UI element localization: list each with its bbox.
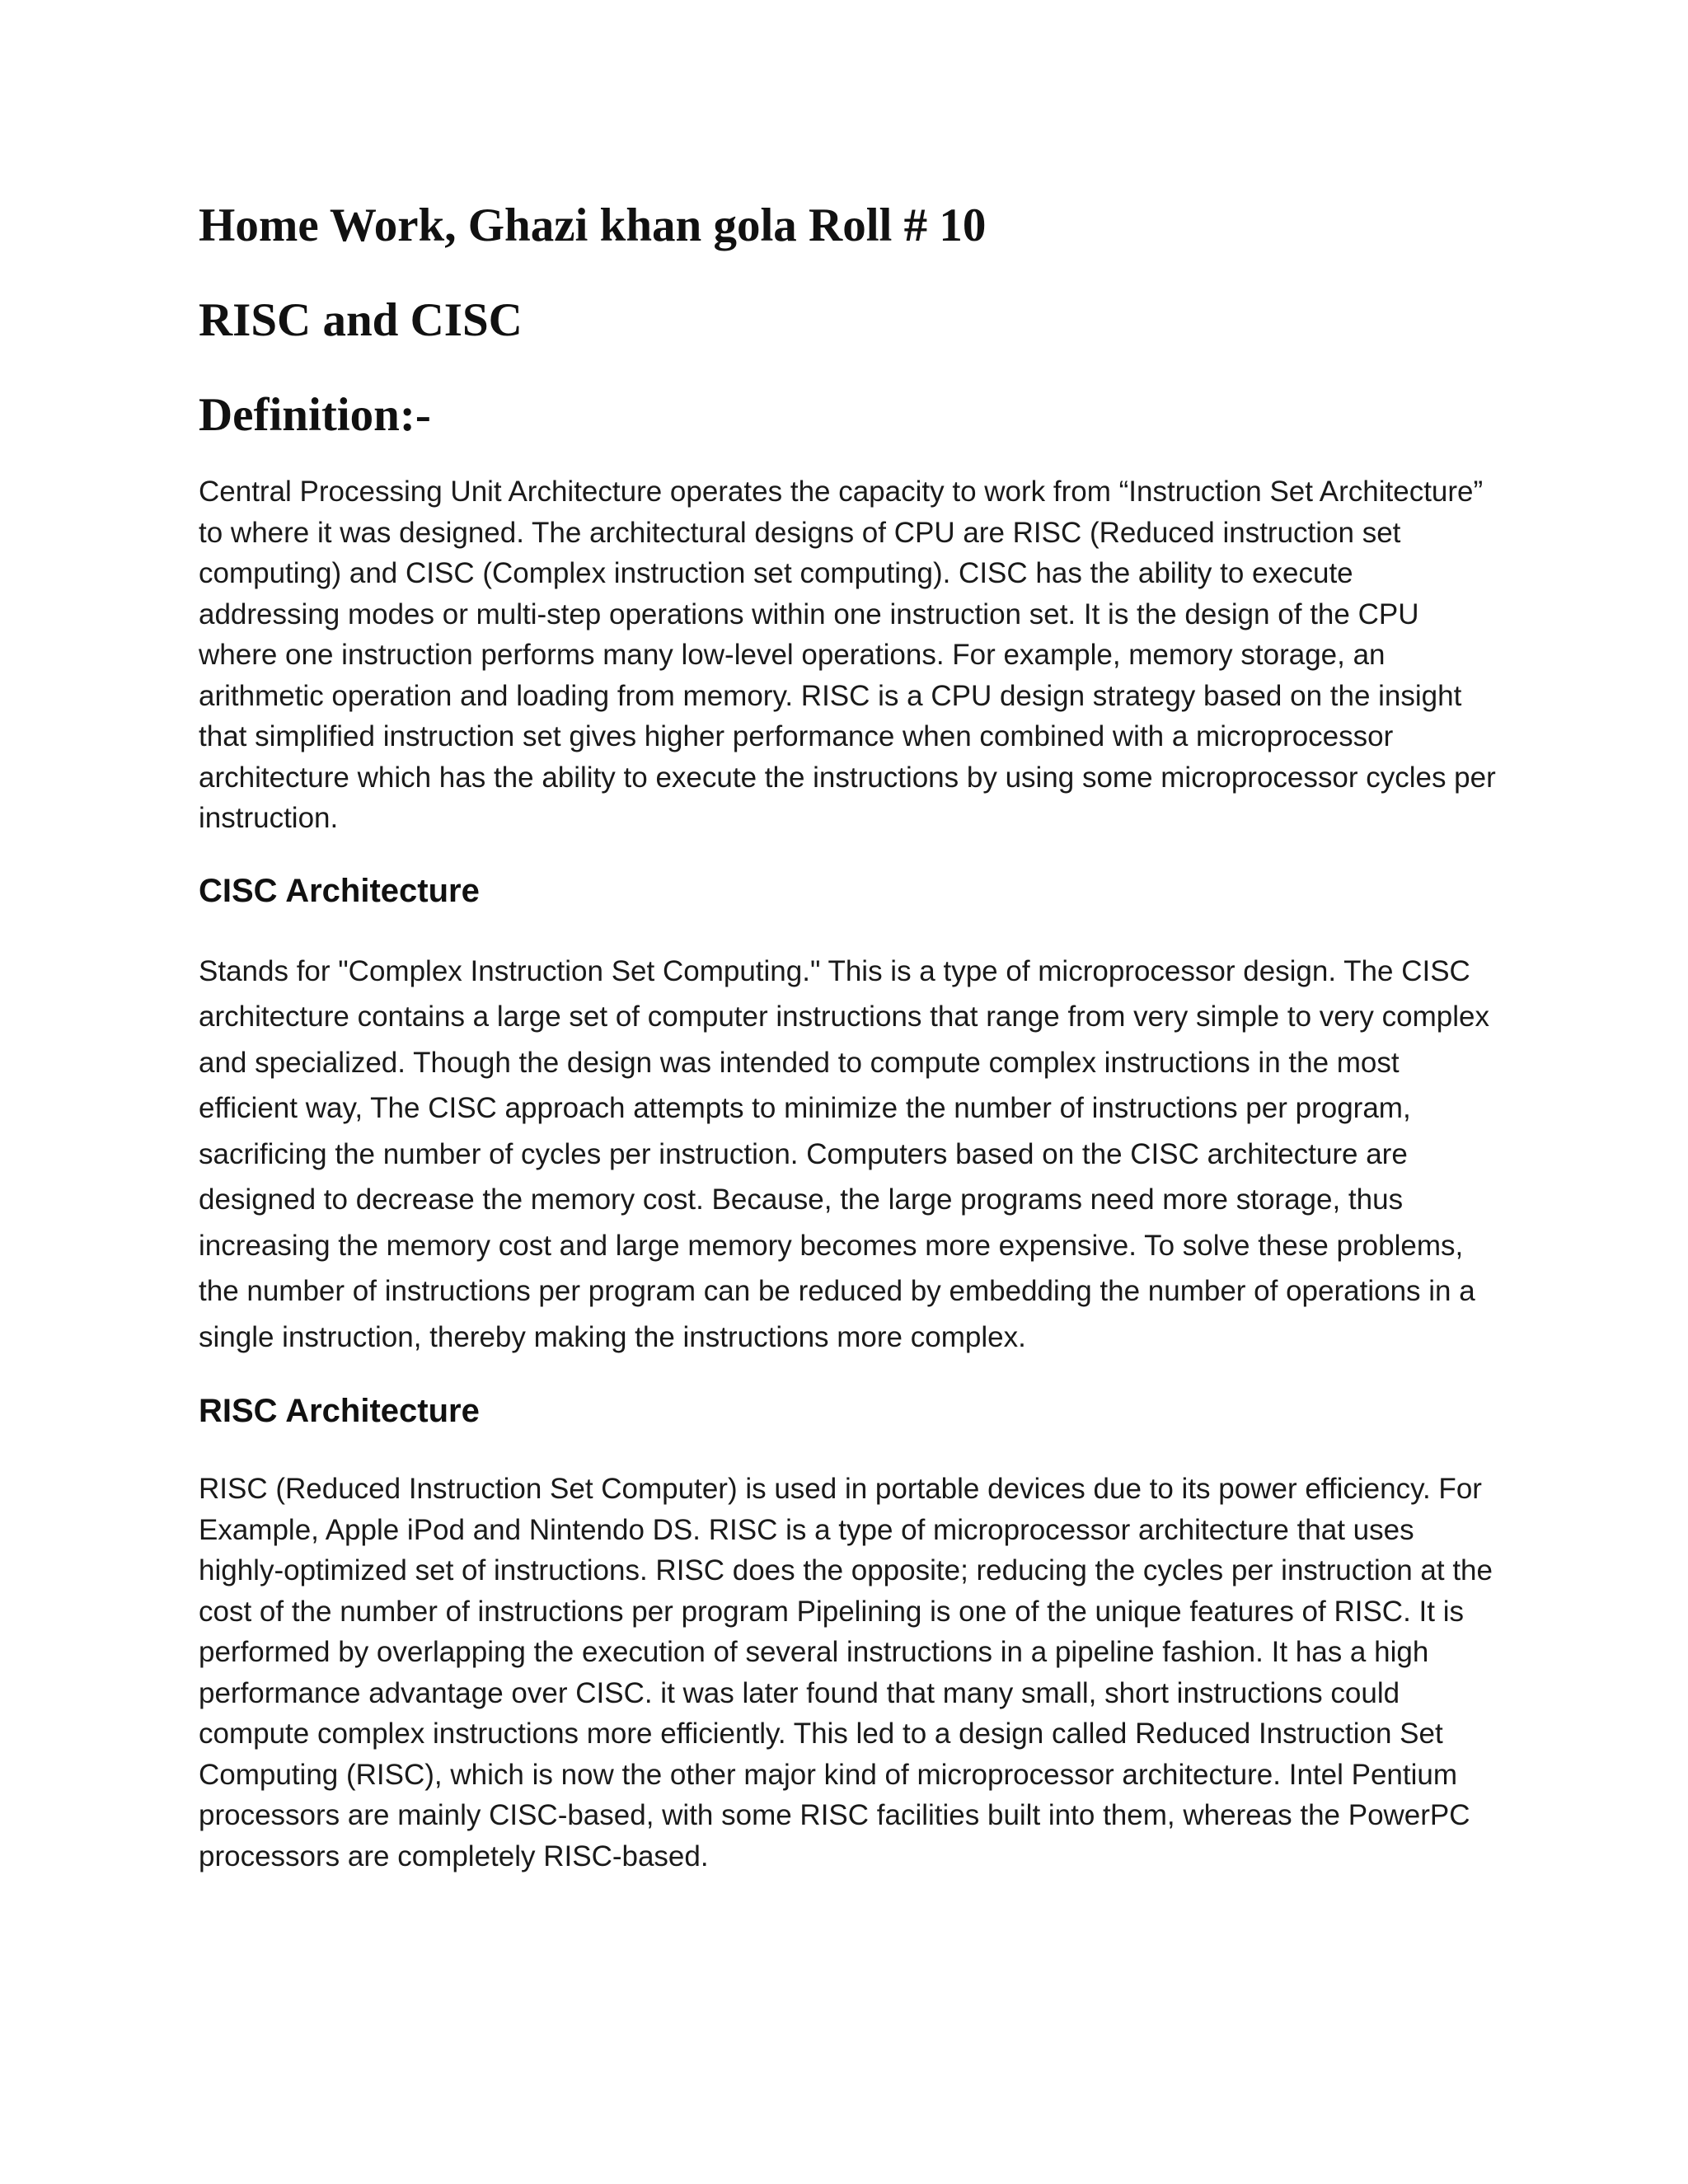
- document-title: Home Work, Ghazi khan gola Roll # 10: [199, 199, 987, 251]
- cisc-architecture-heading: CISC Architecture: [199, 872, 480, 909]
- document-subtitle: RISC and CISC: [199, 294, 523, 346]
- risc-architecture-paragraph: RISC (Reduced Instruction Set Computer) is used in portable devices due to its power efficiency. For Example, Apple iPod and Nintendo DS. RISC is a type of microprocessor architecture that uses highly-optimized set of instructions. RISC does the opposite; reducing the cycles per instruction at the cost of the number of instructions per program Pipelining is one of the unique features of RISC. It is performed by overlapping the execution of several instructions in a pipeline fashion. It has a high performance advantage over CISC. it was later found that many small, short instructions could compute complex instructions more efficiently. This led to a design called Reduced Instruction Set Computing (RISC), which is now the other major kind of microprocessor architecture. Intel Pentium processors are mainly CISC-based, with some RISC facilities built into them, whereas the PowerPC processors are completely RISC-based.: [199, 1473, 1493, 1872]
- definition-paragraph: Central Processing Unit Architecture operates the capacity to work from “Instruction Set Architecture” to where it was designed. The architectural designs of CPU are RISC (Reduced instruction set computing) and CISC (Complex instruction set computing). CISC has the ability to execute addressing modes or multi-step operations within one instruction set. It is the design of the CPU where one instruction performs many low-level operations. For example, memory storage, an arithmetic operation and loading from memory. RISC is a CPU design strategy based on the insight that simplified instruction set gives higher performance when combined with a microprocessor architecture which has the ability to execute the instructions by using some microprocessor cycles per instruction.: [199, 476, 1496, 834]
- cisc-architecture-paragraph: Stands for "Complex Instruction Set Computing." This is a type of microprocessor design. The CISC architecture contains a large set of computer instructions that range from very simple to very complex and specialized. Though the design was intended to compute complex instructions in the most efficient way, The CISC approach attempts to minimize the number of instructions per program, sacrificing the number of cycles per instruction. Computers based on the CISC architecture are designed to decrease the memory cost. Because, the large programs need more storage, thus increasing the memory cost and large memory becomes more expensive. To solve these problems, the number of instructions per program can be reduced by embedding the number of operations in a single instruction, thereby making the instructions more complex.: [199, 954, 1489, 1353]
- definition-heading: Definition:-: [199, 389, 431, 441]
- risc-architecture-heading: RISC Architecture: [199, 1393, 480, 1429]
- document-body: [199, 194, 1501, 1877]
